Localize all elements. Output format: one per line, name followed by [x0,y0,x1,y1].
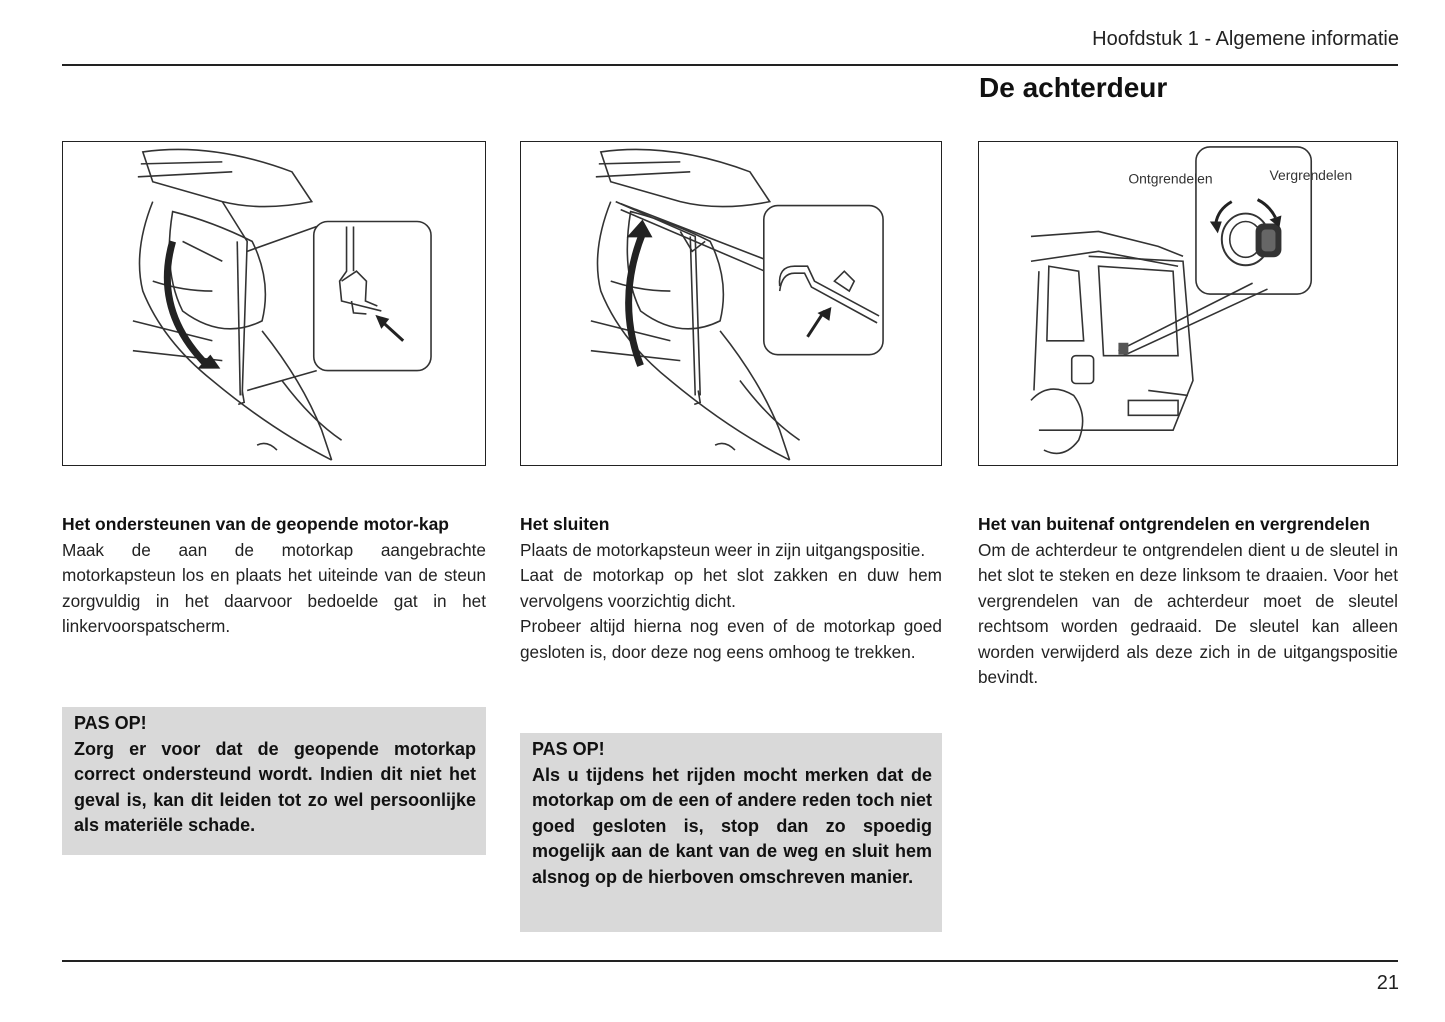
paragraph-tailgate-lock: Om de achterdeur te ontgrendelen dient u de sleutel in het slot te steken en deze linksom te draaien. Voor het vergrendelen van de achterdeur moet de sleutel rechtsom worden gedraaid. De sleutel kan alleen worden verwijderd als deze zich in de uitgangspositie bevindt. [978,539,1398,687]
tailgate-lock-illustration [979,142,1397,465]
heading-hood-support: Het ondersteunen van de geopende motor-kap [62,514,449,534]
top-divider [62,64,1398,66]
figure-hood-support [62,141,486,466]
warning-title: PAS OP! [532,739,605,759]
paragraph-closing-1: Plaats de motorkapsteun weer in zijn uitgangspositie. [520,539,926,560]
column-hood-support [62,512,486,640]
figure-hood-closing [520,141,942,466]
page-number: 21 [1376,972,1399,994]
unlock-label: Ontgrendelen [1128,170,1213,187]
figure-tailgate-lock [978,141,1398,466]
paragraph-hood-support: Maak de aan de motorkap aangebrachte motorkapsteun los en plaats het uiteinde van de steun zorgvuldig in het daarvoor bedoelde gat in het linkervoorspatscherm. [62,539,486,636]
warning-text: Als u tijdens het rijden mocht merken dat de motorkap om de een of andere reden toch niet goed gesloten is, stop dan zo spoedig mogelijk aan de kant van de weg en sluit hem alsnog op de hierboven omschreven manier. [532,764,932,887]
warning-text: Zorg er voor dat de geopende motorkap correct ondersteund wordt. Indien dit niet het geval is, kan dit leiden tot zo wel persoonlijke als materiële schade. [74,738,476,835]
hood-support-illustration [63,142,485,465]
paragraph-closing-3: Probeer altijd hierna nog even of de motorkap goed gesloten is, door deze nog eens omhoog te trekken. [520,616,942,662]
column-hood-closing [520,512,942,665]
column-tailgate-lock [978,512,1398,691]
paragraph-closing-2: Laat de motorkap op het slot zakken en duw hem vervolgens voorzichtig dicht. [520,565,942,611]
bottom-divider [62,960,1398,962]
chapter-header: Hoofdstuk 1 - Algemene informatie [1092,28,1399,50]
heading-tailgate-lock: Het van buitenaf ontgrendelen en vergrendelen [978,514,1370,534]
warning-title: PAS OP! [74,713,147,733]
warning-box-hood-closing [520,733,942,932]
hood-closing-illustration [521,142,941,465]
warning-box-hood-support [62,707,486,855]
section-title: De achterdeur [979,72,1168,103]
heading-hood-closing: Het sluiten [520,514,610,534]
lock-label: Vergrendelen [1269,166,1353,183]
